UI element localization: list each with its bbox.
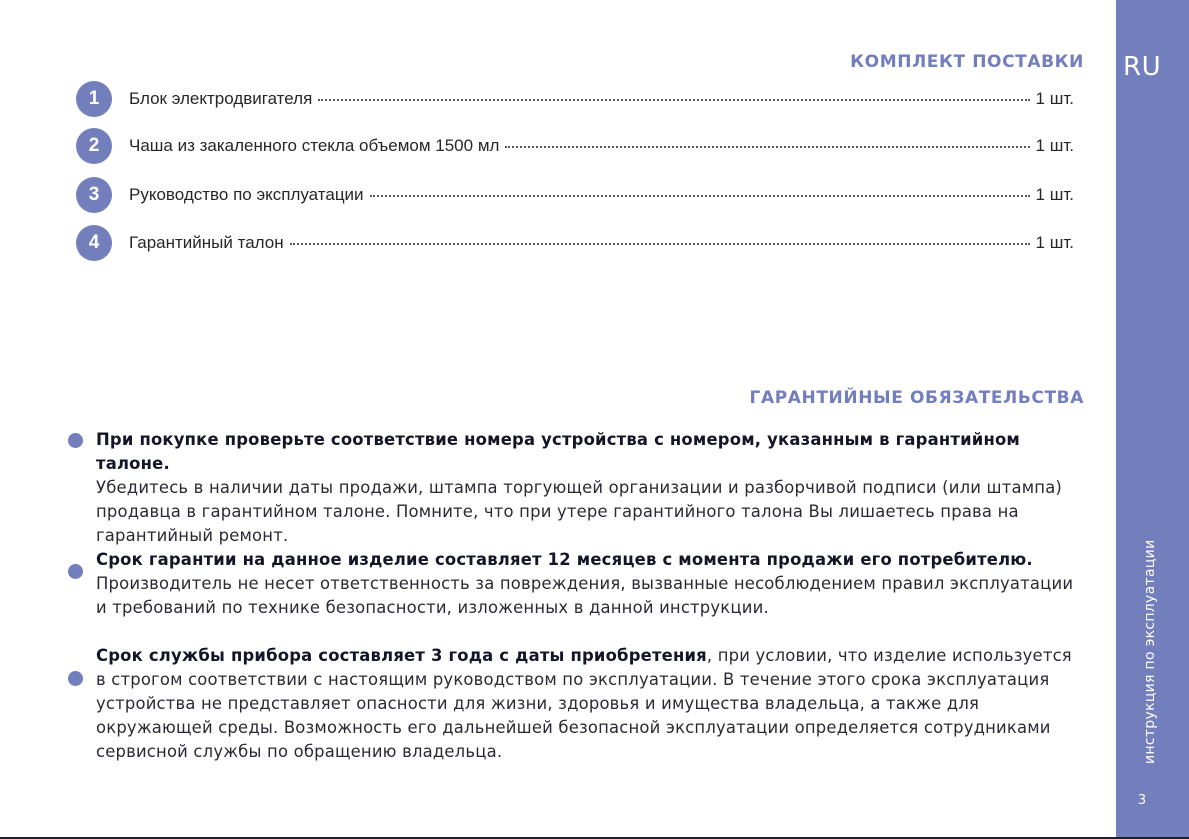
item-label: Блок электродвигателя bbox=[129, 89, 313, 108]
item-row bbox=[129, 136, 1074, 156]
item-row bbox=[129, 89, 1074, 109]
dot-leader bbox=[290, 242, 1030, 245]
dot-leader bbox=[318, 98, 1029, 101]
item-quantity: 1 шт. bbox=[1035, 233, 1074, 252]
paragraph-bold-lead: Срок службы прибора составляет 3 года с даты приобретения bbox=[96, 646, 707, 665]
paragraph-bold-lead: При покупке проверьте соответствие номера устройства с номером, указанным в гарантийном талоне. bbox=[96, 430, 1021, 473]
language-code: RU bbox=[1123, 52, 1162, 82]
paragraph-bold-lead: Срок гарантии на данное изделие составляет 12 месяцев с момента продажи его потребителю. bbox=[96, 550, 1033, 569]
item-quantity: 1 шт. bbox=[1035, 185, 1074, 204]
item-number-badge: 1 bbox=[76, 81, 112, 117]
item-row bbox=[129, 233, 1074, 253]
item-quantity: 1 шт. bbox=[1035, 136, 1074, 155]
bullet-icon bbox=[68, 564, 83, 579]
warranty-paragraph bbox=[96, 644, 1086, 764]
sidebar bbox=[1116, 0, 1189, 839]
package-item bbox=[76, 81, 1074, 117]
package-item bbox=[76, 128, 1074, 164]
item-label: Руководство по эксплуатации bbox=[129, 185, 364, 204]
package-item bbox=[76, 177, 1074, 213]
dot-leader bbox=[370, 194, 1030, 197]
warranty-paragraph bbox=[96, 428, 1086, 548]
dot-leader bbox=[505, 145, 1029, 148]
bullet-icon bbox=[68, 433, 83, 448]
package-heading: КОМПЛЕКТ ПОСТАВКИ bbox=[850, 52, 1084, 72]
page-number: 3 bbox=[1137, 793, 1147, 808]
warranty-paragraph bbox=[96, 548, 1086, 620]
package-item bbox=[76, 225, 1074, 261]
item-number-badge: 4 bbox=[76, 225, 112, 261]
paragraph-text: Производитель не несет ответственность за повреждения, вызванные несоблюдением правил эксплуатации и требований по технике безопасности, изложенных в данной инструкции. bbox=[96, 574, 1074, 617]
vertical-section-label: инструкция по эксплуатации bbox=[1142, 539, 1158, 764]
item-number-badge: 3 bbox=[76, 177, 112, 213]
item-row bbox=[129, 185, 1074, 205]
item-quantity: 1 шт. bbox=[1035, 89, 1074, 108]
paragraph-text: , при условии, что изделие используется в строгом соответствии с настоящим руководством по эксплуатации. В течение этого срока эксплуатация устройства не представляет опасности для жизни, здоровья и имущества владельца, а также для окружающей среды. Возможность его дальнейшей безопасной эксплуатации определяется сотрудниками сервисной службы по обращению владельца. bbox=[96, 646, 1072, 761]
bullet-icon bbox=[68, 671, 83, 686]
item-label: Чаша из закаленного стекла объемом 1500 мл bbox=[129, 136, 500, 155]
warranty-heading: ГАРАНТИЙНЫЕ ОБЯЗАТЕЛЬСТВА bbox=[749, 388, 1084, 408]
paragraph-text: Убедитесь в наличии даты продажи, штампа торгующей организации и разборчивой подписи (или штампа) продавца в гарантийном талоне. Помните, что при утере гарантийного талона Вы лишаетесь права на гарантийный ремонт. bbox=[96, 478, 1063, 545]
item-number-badge: 2 bbox=[76, 128, 112, 164]
item-label: Гарантийный талон bbox=[129, 233, 284, 252]
